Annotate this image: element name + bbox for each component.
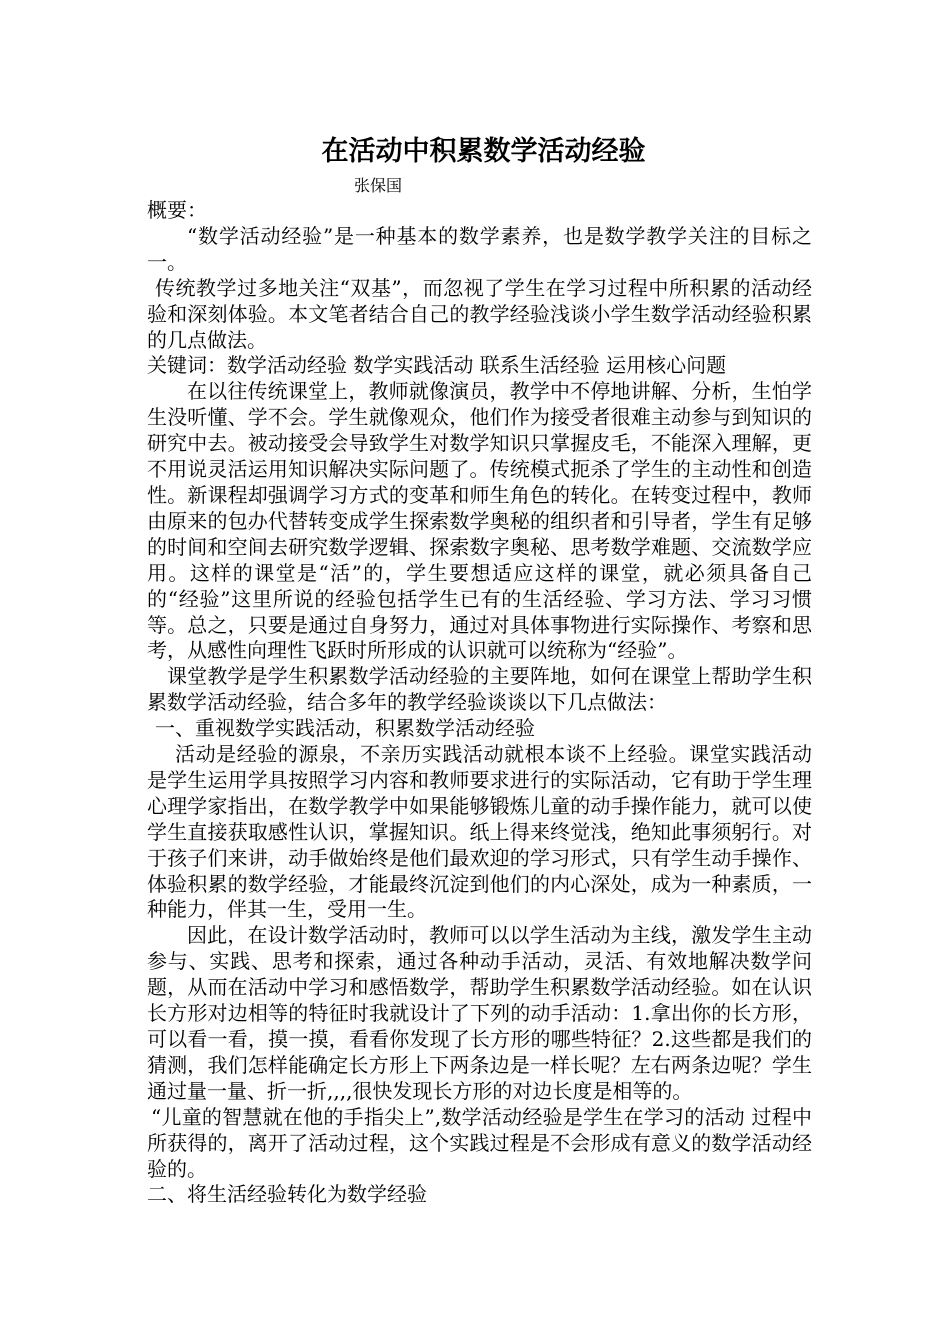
body-paragraph-1: 在以往传统课堂上，教师就像演员，教学中不停地讲解、分析，生怕学生没听懂、学不会。学生就像观众，他们作为接受者很难主动参与到知识的研究中去。被动接受会导致学生对数学知识只掌握皮毛，不能深入理解，更不用说灵活运用知识解决实际问题了。传统模式扼杀了学生的主动性和创造性。新课程却强调学习方式的变革和师生角色的转化。在转变过程中，教师由原来的包办代替转变成学生探索数学奥秘的组织者和引导者，学生有足够的时间和空间去研究数学逻辑、探索数字奥秘、思考数学难题、交流数学应用。这样的课堂是“活”的，学生要想适应这样的课堂，就必须具备自己的“经验”这里所说的经验包括学生已有的生活经验、学习方法、学习习惯等。总之，只要是通过自身努力，通过对具体事物进行实际操作、考察和思考，从感性向理性飞跃时所形成的认识就可以统称为“经验”。 [147, 379, 812, 663]
document-body [147, 198, 812, 1208]
section-heading-2: 二、将生活经验转化为数学经验 [147, 1182, 427, 1207]
document-page [147, 130, 812, 1208]
document-title: 在活动中积累数学活动经验 [321, 136, 646, 167]
body-paragraph-5: “儿童的智慧就在他的手指尖上”,数学活动经验是学生在学习的活动 过程中所获得的，离开了活动过程，这个实践过程是不会形成有意义的数学活动经验的。 [147, 1104, 812, 1181]
body-paragraph-2: 课堂教学是学生积累数学活动经验的主要阵地，如何在课堂上帮助学生积累数学活动经验，结合多年的教学经验谈谈以下几点做法： [147, 664, 812, 715]
body-paragraph-4: 因此，在设计数学活动时，教师可以以学生活动为主线，激发学生主动参与、实践、思考和探索，通过各种动手活动，灵活、有效地解决数学问题，从而在活动中学习和感悟数学，帮助学生积累数学活动经验。如在认识长方形对边相等的特征时我就设计了下列的动手活动：1.拿出你的长方形，可以看一看，摸一摸，看看你发现了长方形的哪些特征？2.这些都是我们的猜测，我们怎样能确定长方形上下两条边是一样长呢？左右两条边呢？学生通过量一量、折一折,,,,很快发现长方形的对边长度是相等的。 [147, 923, 812, 1103]
abstract-paragraph-2: 传统教学过多地关注“双基”，而忽视了学生在学习过程中所积累的活动经验和深刻体验。本文笔者结合自己的教学经验浅谈小学生数学活动经验积累的几点做法。 [147, 275, 812, 352]
body-paragraph-3: 活动是经验的源泉，不亲历实践活动就根本谈不上经验。课堂实践活动是学生运用学具按照学习内容和教师要求进行的实际活动，它有助于学生理心理学家指出，在数学教学中如果能够锻炼儿童的动手操作能力，就可以使学生直接获取感性认识，掌握知识。纸上得来终觉浅，绝知此事须躬行。对于孩子们来讲，动手做始终是他们最欢迎的学习形式，只有学生动手操作、体验积累的数学经验，才能最终沉淀到他们的内心深处，成为一种素质，一种能力，伴其一生，受用一生。 [147, 742, 812, 922]
abstract-paragraph-1: “数学活动经验”是一种基本的数学素养，也是数学教学关注的目标之一。 [147, 223, 812, 274]
keywords: 关键词：数学活动经验 数学实践活动 联系生活经验 运用核心问题 [147, 353, 727, 378]
document-author: 张保国 [354, 176, 403, 195]
section-heading-1: 一、重视数学实践活动，积累数学活动经验 [155, 716, 535, 741]
abstract-label: 概要： [147, 198, 207, 222]
